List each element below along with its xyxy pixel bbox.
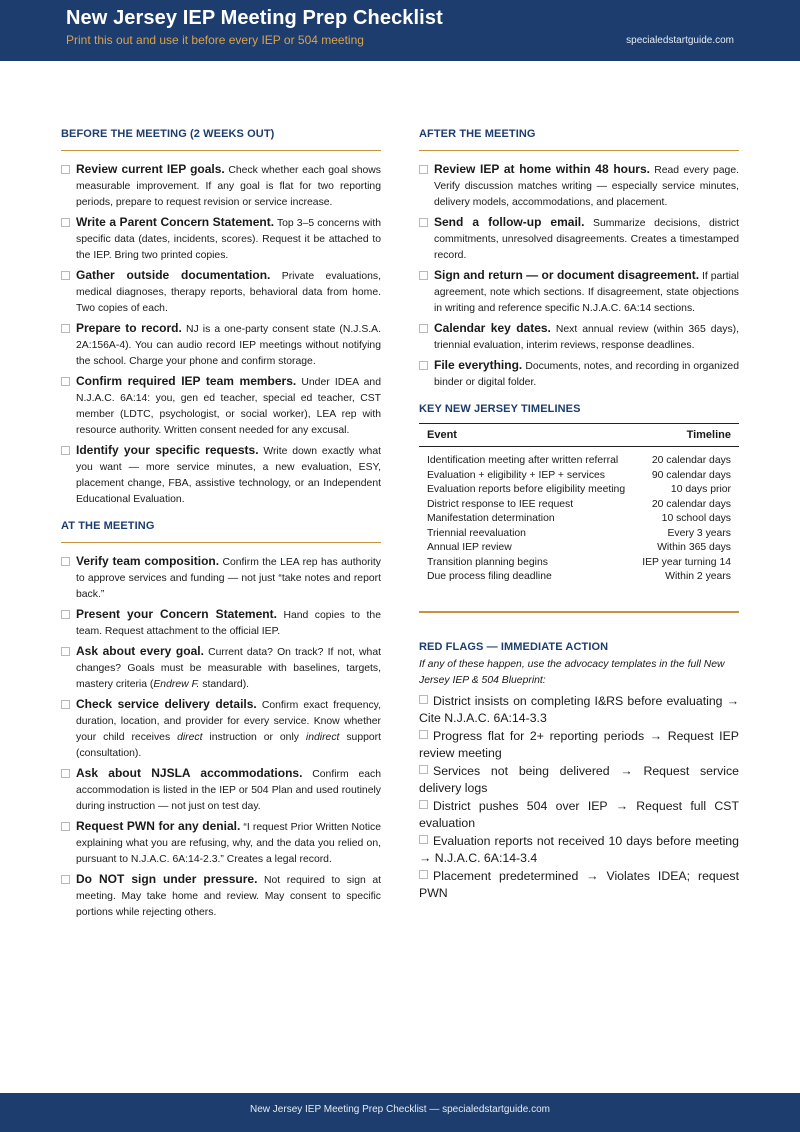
item-lead: Ask about NJSLA accommodations. [76, 766, 303, 780]
item-lead: Ask about every goal. [76, 644, 204, 658]
item-text-italic: direct [177, 732, 203, 743]
redflag-item [419, 728, 739, 762]
redflag-text: Progress flat for 2+ reporting periods → Request IEP review meeting [419, 728, 739, 760]
timeline-event-cell: Identification meeting after written referral [427, 455, 619, 466]
checkbox[interactable] [61, 271, 70, 280]
page-subtitle: Print this out and use it before every IEP or 504 meeting [66, 33, 364, 47]
timeline-event-cell: Evaluation + eligibility + IEP + services [427, 469, 605, 481]
item-lead: Review current IEP goals. [76, 162, 225, 176]
section-title-redflags: RED FLAGS — IMMEDIATE ACTION [419, 640, 609, 653]
after-checklist [419, 161, 739, 391]
timelines-header-timeline: Timeline [634, 424, 739, 447]
checklist-item [61, 818, 381, 868]
item-text: Confirm the LEA rep has authority to approve services and funding — not just “take notes and report back.” [76, 557, 381, 600]
checklist-item [61, 871, 381, 921]
checkbox[interactable] [61, 700, 70, 709]
redflag-item [419, 833, 739, 867]
checkbox[interactable] [419, 765, 428, 774]
item-text: If partial agreement, note which sections. If disagreement, state objections in writing and reference specific N.J.A.C. 6A:14 sections. [434, 271, 739, 314]
timelines-table [419, 423, 739, 585]
checkbox[interactable] [61, 822, 70, 831]
table-row [419, 498, 739, 513]
checkbox[interactable] [419, 324, 428, 333]
checklist-item [61, 442, 381, 508]
checkbox[interactable] [61, 218, 70, 227]
table-row [419, 570, 739, 585]
checkbox[interactable] [61, 557, 70, 566]
timeline-event-cell: Transition planning begins [427, 556, 548, 568]
checkbox[interactable] [61, 446, 70, 455]
timeline-value-cell: Every 3 years [667, 527, 731, 539]
item-lead: Present your Concern Statement. [76, 607, 277, 621]
checklist-item [61, 214, 381, 264]
checkbox[interactable] [419, 361, 428, 370]
section-title-at: AT THE MEETING [61, 520, 381, 543]
checkbox[interactable] [61, 875, 70, 884]
redflag-text: District insists on completing I&RS before evaluating → Cite N.J.A.C. 6A:14-3.3 [419, 693, 739, 725]
item-text-italic: Endrew F. [153, 679, 200, 690]
item-text: Summarize decisions, district commitments, unresolved disagreements. Creates a timestamped record. [434, 218, 739, 261]
checklist-item [419, 320, 739, 354]
checkbox[interactable] [419, 730, 428, 739]
item-lead: Prepare to record. [76, 321, 182, 335]
item-text: support (consultation). [76, 732, 381, 759]
left-column [61, 128, 381, 924]
checklist-item [61, 267, 381, 317]
timeline-value-cell: Within 365 days [657, 542, 731, 553]
checkbox[interactable] [419, 870, 428, 879]
timelines-header-row [419, 424, 739, 447]
redflag-item [419, 693, 739, 727]
item-text: Write down exactly what you want — more service minutes, a new evaluation, ESY, placement change, FBA, assistive technology, or an Independent Educational Evaluation. [76, 446, 382, 505]
table-row [419, 483, 739, 498]
checklist-item [419, 214, 739, 264]
before-checklist [61, 161, 381, 508]
checkbox[interactable] [61, 324, 70, 333]
item-lead: Confirm required IEP team members. [76, 374, 297, 388]
timeline-value-cell: 90 calendar days [651, 469, 731, 481]
table-row [419, 527, 739, 542]
checkbox[interactable] [419, 271, 428, 280]
item-text: Private evaluations, medical diagnoses, therapy reports, behavioral data from home. Two copies of each. [76, 271, 381, 314]
item-lead: Do NOT sign under pressure. [76, 872, 258, 886]
timeline-value-cell: 10 days prior [670, 484, 731, 495]
timeline-value-cell: 10 school days [661, 513, 731, 524]
table-row [419, 556, 739, 571]
item-text: instruction or only [202, 732, 306, 743]
checklist-item [61, 696, 381, 762]
page-footer: New Jersey IEP Meeting Prep Checklist — specialedstartguide.com [0, 1093, 800, 1132]
right-column [419, 128, 739, 903]
checkbox[interactable] [61, 769, 70, 778]
timeline-event-cell: Due process filing deadline [427, 571, 552, 582]
item-lead: Sign and return — or document disagreement. [434, 268, 700, 282]
timeline-event-cell: Triennial reevaluation [427, 527, 526, 539]
checklist-item [419, 267, 739, 317]
checklist-item [419, 161, 739, 211]
checkbox[interactable] [419, 800, 428, 809]
item-text: “I request Prior Written Notice explaining what you are refusing, why, and the data you relied on, pursuant to N.J.A.C. 6A:14-2.3.” Creates a legal record. [76, 822, 381, 865]
table-row [419, 541, 739, 556]
redflags-intro: If any of these happen, use the advocacy templates in the full New Jersey IEP & 504 Blueprint: [419, 658, 725, 686]
item-text: Not required to sign at meeting. May take home and review. May consent to specific portions while rejecting others. [76, 875, 381, 918]
table-row [419, 469, 739, 484]
item-text: standard). [199, 679, 250, 690]
redflag-text: Evaluation reports not received 10 days before meeting → N.J.A.C. 6A:14-3.4 [419, 833, 739, 865]
item-text: NJ is a one-party consent state (N.J.S.A. 2A:156A-4). You can audio record IEP meetings without notifying the school. Charge your phone and confirm storage. [76, 324, 381, 367]
item-lead: Calendar key dates. [434, 321, 551, 335]
item-text: Confirm each accommodation is listed in the IEP or 504 Plan and used routinely during instruction — not just on test day. [76, 769, 382, 812]
page-header [0, 0, 800, 61]
checkbox[interactable] [419, 695, 428, 704]
item-lead: Verify team composition. [76, 554, 220, 568]
redflag-item [419, 868, 739, 902]
item-lead: Review IEP at home within 48 hours. [434, 162, 650, 176]
item-lead: Gather outside documentation. [76, 268, 271, 282]
item-lead: Write a Parent Concern Statement. [76, 215, 275, 229]
item-lead: File everything. [434, 358, 523, 372]
checkbox[interactable] [61, 165, 70, 174]
item-text: Hand copies to the team. Request attachment to the official IEP. [76, 610, 381, 637]
timeline-event-cell: District response to IEE request [427, 498, 574, 510]
redflags-list [419, 693, 739, 902]
timeline-event-cell: Annual IEP review [427, 542, 512, 553]
redflag-text: Services not being delivered → Request service delivery logs [419, 763, 739, 795]
item-text: Current data? On track? If not, what changes? Goals must be measurable with baselines, targets, mastery criteria ( [76, 647, 381, 690]
item-text: Top 3–5 concerns with specific data (dates, incidents, scores). Request it be attached to the IEP. Bring two printed copies. [76, 218, 381, 261]
table-row [419, 447, 739, 469]
checklist-item [61, 320, 381, 370]
item-text: Confirm exact frequency, duration, location, and provider for every service. Know whether your child receives [76, 700, 381, 743]
item-lead: Identify your specific requests. [76, 443, 259, 457]
item-lead: Request PWN for any denial. [76, 819, 241, 833]
checklist-item [61, 373, 381, 439]
section-title-after: AFTER THE MEETING [419, 128, 739, 151]
header-site-url: specialedstartguide.com [626, 35, 734, 46]
checklist-item [61, 765, 381, 815]
table-divider [419, 611, 739, 613]
checklist-item [61, 161, 381, 211]
checklist-item [419, 357, 739, 391]
checkbox[interactable] [419, 218, 428, 227]
timeline-event-cell: Manifestation determination [427, 513, 555, 524]
item-lead: Check service delivery details. [76, 697, 257, 711]
redflag-item [419, 763, 739, 797]
item-lead: Send a follow-up email. [434, 215, 585, 229]
section-title-timelines: KEY NEW JERSEY TIMELINES [419, 403, 581, 415]
redflag-item [419, 798, 739, 832]
checkbox[interactable] [61, 610, 70, 619]
checkbox[interactable] [61, 377, 70, 386]
checkbox[interactable] [419, 165, 428, 174]
checklist-item [61, 553, 381, 603]
item-text: Documents, notes, and recording in organized binder or digital folder. [434, 361, 739, 388]
redflag-text: Placement predetermined → Violates IDEA; request PWN [419, 868, 739, 900]
at-checklist [61, 553, 381, 921]
timeline-event-cell: Evaluation reports before eligibility meeting [427, 484, 626, 495]
table-row [419, 512, 739, 527]
timeline-value-cell: 20 calendar days [651, 498, 731, 510]
checkbox[interactable] [419, 835, 428, 844]
checklist-item [61, 606, 381, 640]
item-text: Read every page. Verify discussion matches writing — especially service minutes, delivery models, accommodations, and placement. [434, 165, 739, 208]
item-text: Check whether each goal shows measurable improvement. If any goal is flat for two reporting periods, prepare to request revision or service increase. [76, 165, 381, 208]
section-title-before: BEFORE THE MEETING (2 WEEKS OUT) [61, 128, 381, 151]
item-text: Next annual review (within 365 days), triennial evaluation, interim reviews, response deadlines. [434, 324, 739, 351]
timeline-value-cell: Within 2 years [665, 571, 731, 582]
checkbox[interactable] [61, 647, 70, 656]
item-text-italic: indirect [305, 732, 340, 743]
checklist-item [61, 643, 381, 693]
redflag-text: District pushes 504 over IEP → Request full CST evaluation [419, 798, 739, 830]
timeline-value-cell: IEP year turning 14 [642, 556, 731, 568]
page-title: New Jersey IEP Meeting Prep Checklist [66, 7, 443, 29]
item-text: Under IDEA and N.J.A.C. 6A:14: you, gen ed teacher, special ed teacher, CST member (LDTC, psychologist, or social worker), LEA rep with resource authority. Written consent needed for any excusal. [76, 377, 381, 436]
timeline-value-cell: 20 calendar days [651, 455, 731, 466]
timelines-header-event: Event [419, 424, 634, 447]
